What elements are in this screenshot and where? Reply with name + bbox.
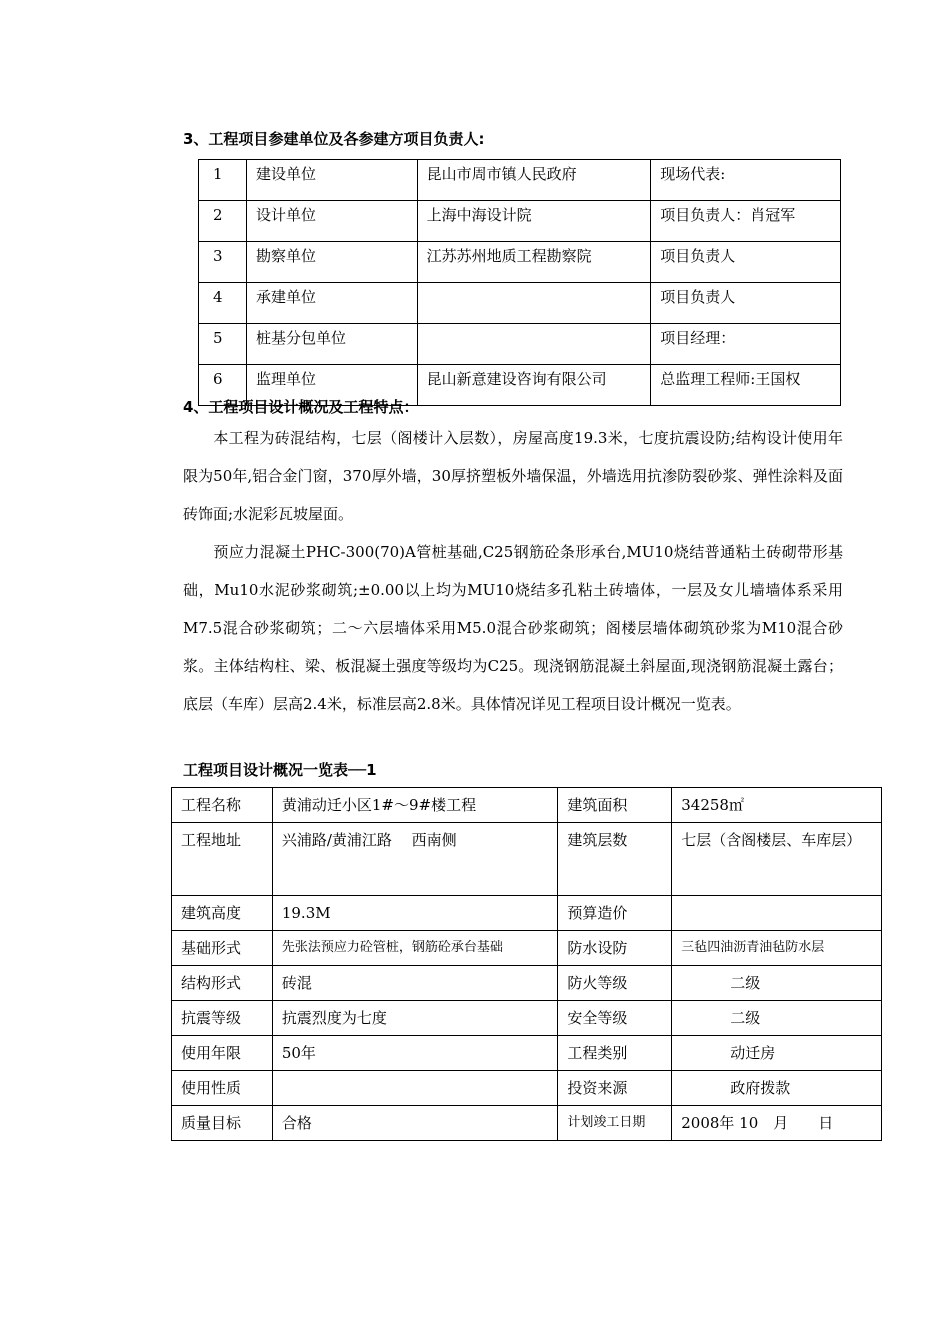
organization-cell: [417, 324, 651, 365]
field-label: 建筑层数: [558, 823, 672, 896]
field-label: 结构形式: [172, 966, 273, 1001]
field-label: 抗震等级: [172, 1001, 273, 1036]
field-value: 50年: [272, 1036, 558, 1071]
summary-row: [172, 931, 882, 966]
field-label: 工程名称: [172, 788, 273, 823]
participant-row: [199, 242, 841, 283]
role-cell: 建设单位: [246, 160, 417, 201]
field-label: 建筑高度: [172, 896, 273, 931]
summary-row: [172, 823, 882, 896]
field-label: 工程类别: [558, 1036, 672, 1071]
field-label: 安全等级: [558, 1001, 672, 1036]
field-label: 质量目标: [172, 1106, 273, 1141]
summary-row: [172, 788, 882, 823]
field-label: 使用性质: [172, 1071, 273, 1106]
field-value: 抗震烈度为七度: [272, 1001, 558, 1036]
field-label: 建筑面积: [558, 788, 672, 823]
participant-row: [199, 201, 841, 242]
field-label: 投资来源: [558, 1071, 672, 1106]
section4-heading: 4、工程项目设计概况及工程特点：: [183, 398, 419, 416]
organization-cell: 上海中海设计院: [417, 201, 651, 242]
field-value: 2008年 10 月 日: [672, 1106, 882, 1141]
contact-cell: 项目负责人: [651, 242, 841, 283]
participant-row: [199, 283, 841, 324]
field-label: 防火等级: [558, 966, 672, 1001]
field-label: 基础形式: [172, 931, 273, 966]
design-overview-paragraph-2: 预应力混凝土PHC-300(70)A管桩基础,C25钢筋砼条形承台,MU10烧结普通粘土砖砌带形基础，Mu10水泥砂浆砌筑;±0.00以上均为MU10烧结多孔粘土砖墙体，一层及女儿墙墙体系采用M7.5混合砂浆砌筑；二～六层墙体采用M5.0混合砂浆砌筑；阁楼层墙体砌筑砂浆为M10混合砂浆。主体结构柱、梁、板混凝土强度等级均为C25。现浇钢筋混凝土斜屋面,现浇钢筋混凝土露台；底层（车库）层高2.4米，标准层高2.8米。具体情况详见工程项目设计概况一览表。: [183, 543, 843, 713]
summary-row: [172, 1071, 882, 1106]
role-cell: 承建单位: [246, 283, 417, 324]
field-value: 政府拨款: [672, 1071, 882, 1106]
field-label: 防水设防: [558, 931, 672, 966]
row-number: 3: [199, 242, 247, 283]
field-value: [272, 1071, 558, 1106]
field-value: 19.3M: [272, 896, 558, 931]
field-value: 三毡四油沥青油毡防水层: [672, 931, 882, 966]
summary-row: [172, 1106, 882, 1141]
role-cell: 桩基分包单位: [246, 324, 417, 365]
design-overview-paragraph-1: 本工程为砖混结构，七层（阁楼计入层数），房屋高度19.3米，七度抗震设防;结构设计使用年限为50年,铝合金门窗，370厚外墙，30厚挤塑板外墙保温，外墙选用抗渗防裂砂浆、弹性涂料及面砖饰面;水泥彩瓦坡屋面。: [183, 429, 843, 523]
contact-cell: 总监理工程师:王国权: [651, 365, 841, 406]
organization-cell: 昆山市周市镇人民政府: [417, 160, 651, 201]
field-value: 黄浦动迁小区1#～9#楼工程: [272, 788, 558, 823]
field-value: 二级: [672, 966, 882, 1001]
field-value: 兴浦路/黄浦江路 西南侧: [272, 823, 558, 896]
field-value: 34258㎡: [672, 788, 882, 823]
participant-row: [199, 160, 841, 201]
field-value: 砖混: [272, 966, 558, 1001]
organization-cell: 昆山新意建设咨询有限公司: [417, 365, 651, 406]
field-label: 使用年限: [172, 1036, 273, 1071]
participants-table: [198, 159, 841, 406]
summary-row: [172, 896, 882, 931]
summary-row: [172, 1036, 882, 1071]
contact-cell: 现场代表:: [651, 160, 841, 201]
role-cell: 设计单位: [246, 201, 417, 242]
section3-heading: 3、工程项目参建单位及各参建方项目负责人:: [183, 130, 485, 148]
field-label: 计划竣工日期: [558, 1106, 672, 1141]
field-value: 七层（含阁楼层、车库层）: [672, 823, 882, 896]
summary-row: [172, 966, 882, 1001]
summary-row: [172, 1001, 882, 1036]
field-label: 预算造价: [558, 896, 672, 931]
field-value: 二级: [672, 1001, 882, 1036]
field-label: 工程地址: [172, 823, 273, 896]
row-number: 2: [199, 201, 247, 242]
contact-cell: 项目负责人: [651, 283, 841, 324]
organization-cell: [417, 283, 651, 324]
role-cell: 勘察单位: [246, 242, 417, 283]
organization-cell: 江苏苏州地质工程勘察院: [417, 242, 651, 283]
role-cell: 监理单位: [246, 365, 417, 406]
field-value: 先张法预应力砼管桩，钢筋砼承台基础: [272, 931, 558, 966]
row-number: 6: [199, 365, 247, 406]
row-number: 4: [199, 283, 247, 324]
contact-cell: 项目负责人：肖冠军: [651, 201, 841, 242]
field-value: 合格: [272, 1106, 558, 1141]
row-number: 1: [199, 160, 247, 201]
row-number: 5: [199, 324, 247, 365]
participant-row: [199, 324, 841, 365]
contact-cell: 项目经理：: [651, 324, 841, 365]
table2-title: 工程项目设计概况一览表──1: [183, 761, 377, 779]
field-value: [672, 896, 882, 931]
field-value: 动迁房: [672, 1036, 882, 1071]
design-summary-table: [171, 787, 882, 1141]
